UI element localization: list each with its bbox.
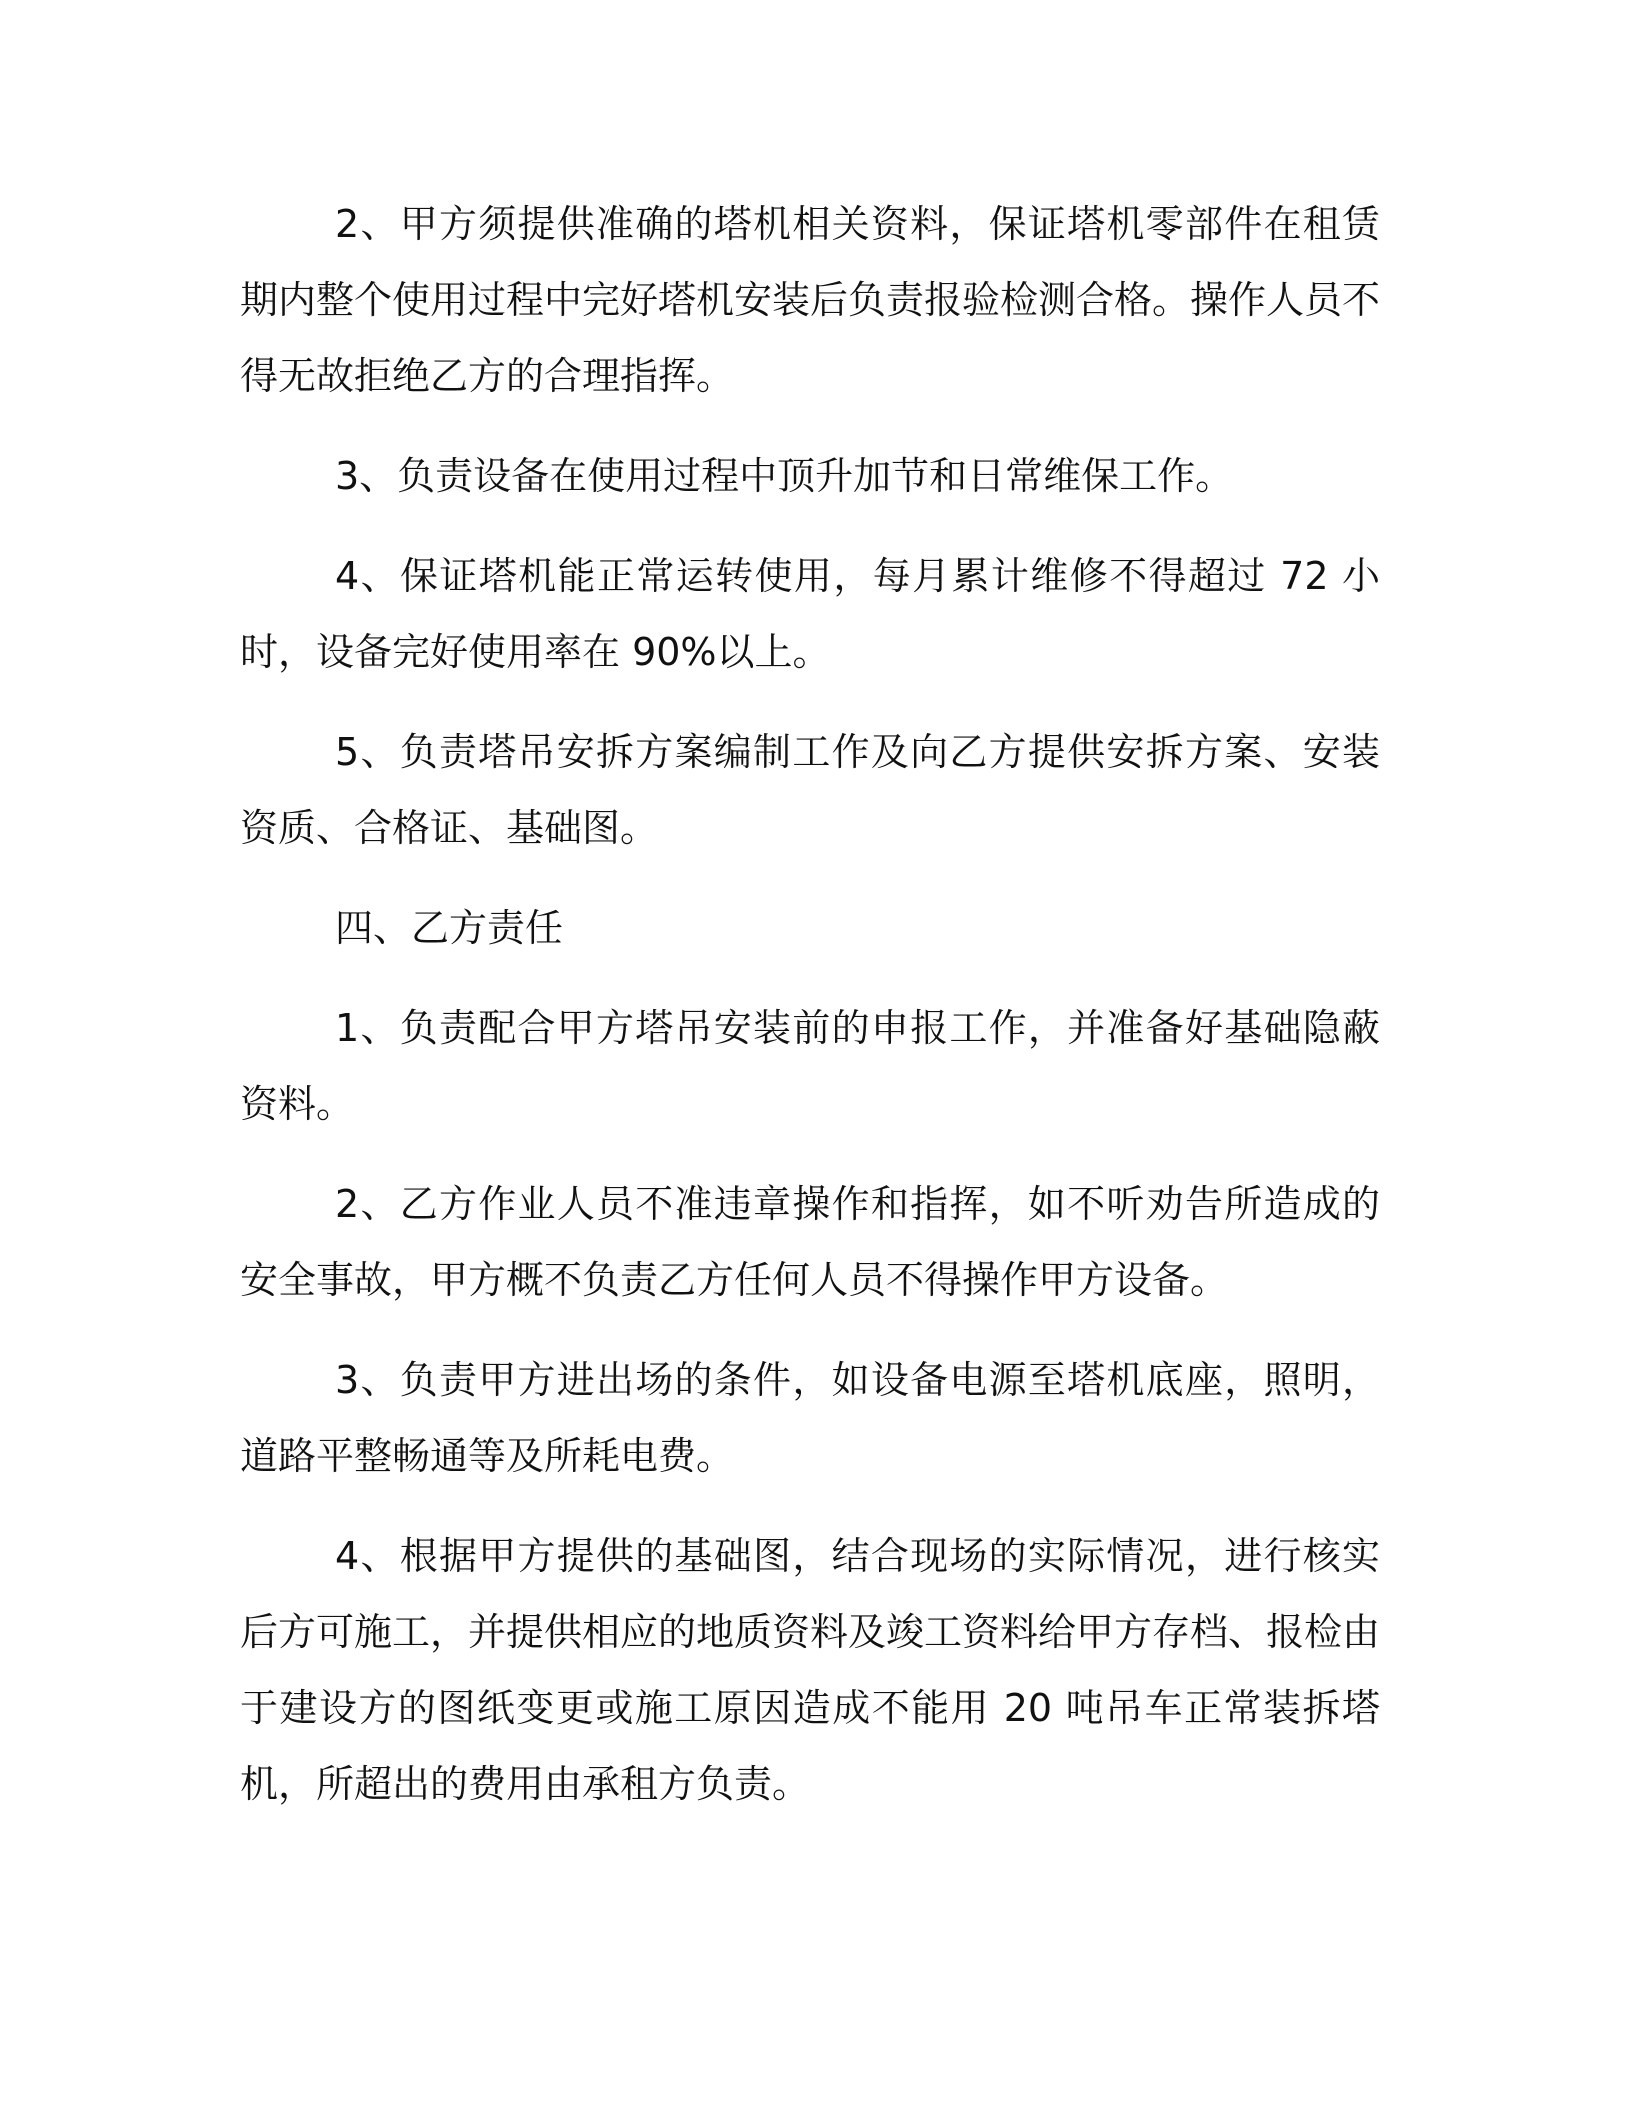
- paragraph-lessor-duty-5: 5、负责塔吊安拆方案编制工作及向乙方提供安拆方案、安装资质、合格证、基础图。: [240, 730, 1380, 850]
- paragraph-lessor-duty-2: 2、甲方须提供准确的塔机相关资料，保证塔机零部件在租赁期内整个使用过程中完好塔机安装后负责报验检测合格。操作人员不得无故拒绝乙方的合理指挥。: [240, 202, 1381, 398]
- paragraph-lessee-duty-4: 4、根据甲方提供的基础图，结合现场的实际情况，进行核实后方可施工，并提供相应的地质资料及竣工资料给甲方存档、报检由于建设方的图纸变更或施工原因造成不能用 20 吨吊车正常装拆塔机，所超出的费用由承租方负责。: [240, 1534, 1381, 1806]
- paragraph-lessee-duty-1: 1、负责配合甲方塔吊安装前的申报工作，并准备好基础隐蔽资料。: [240, 1006, 1380, 1126]
- document-body: [240, 186, 1380, 1822]
- paragraph-lessee-duty-2: 2、乙方作业人员不准违章操作和指挥，如不听劝告所造成的安全事故，甲方概不负责乙方任何人员不得操作甲方设备。: [240, 1182, 1380, 1302]
- paragraph-lessor-duty-3: 3、负责设备在使用过程中顶升加节和日常维保工作。: [335, 454, 1234, 498]
- section-heading-lessee-duties: 四、乙方责任: [335, 906, 564, 950]
- paragraph-lessee-duty-3: 3、负责甲方进出场的条件，如设备电源至塔机底座，照明，道路平整畅通等及所耗电费。: [240, 1358, 1380, 1478]
- paragraph-lessor-duty-4: 4、保证塔机能正常运转使用，每月累计维修不得超过 72 小时，设备完好使用率在 90%以上。: [240, 554, 1380, 674]
